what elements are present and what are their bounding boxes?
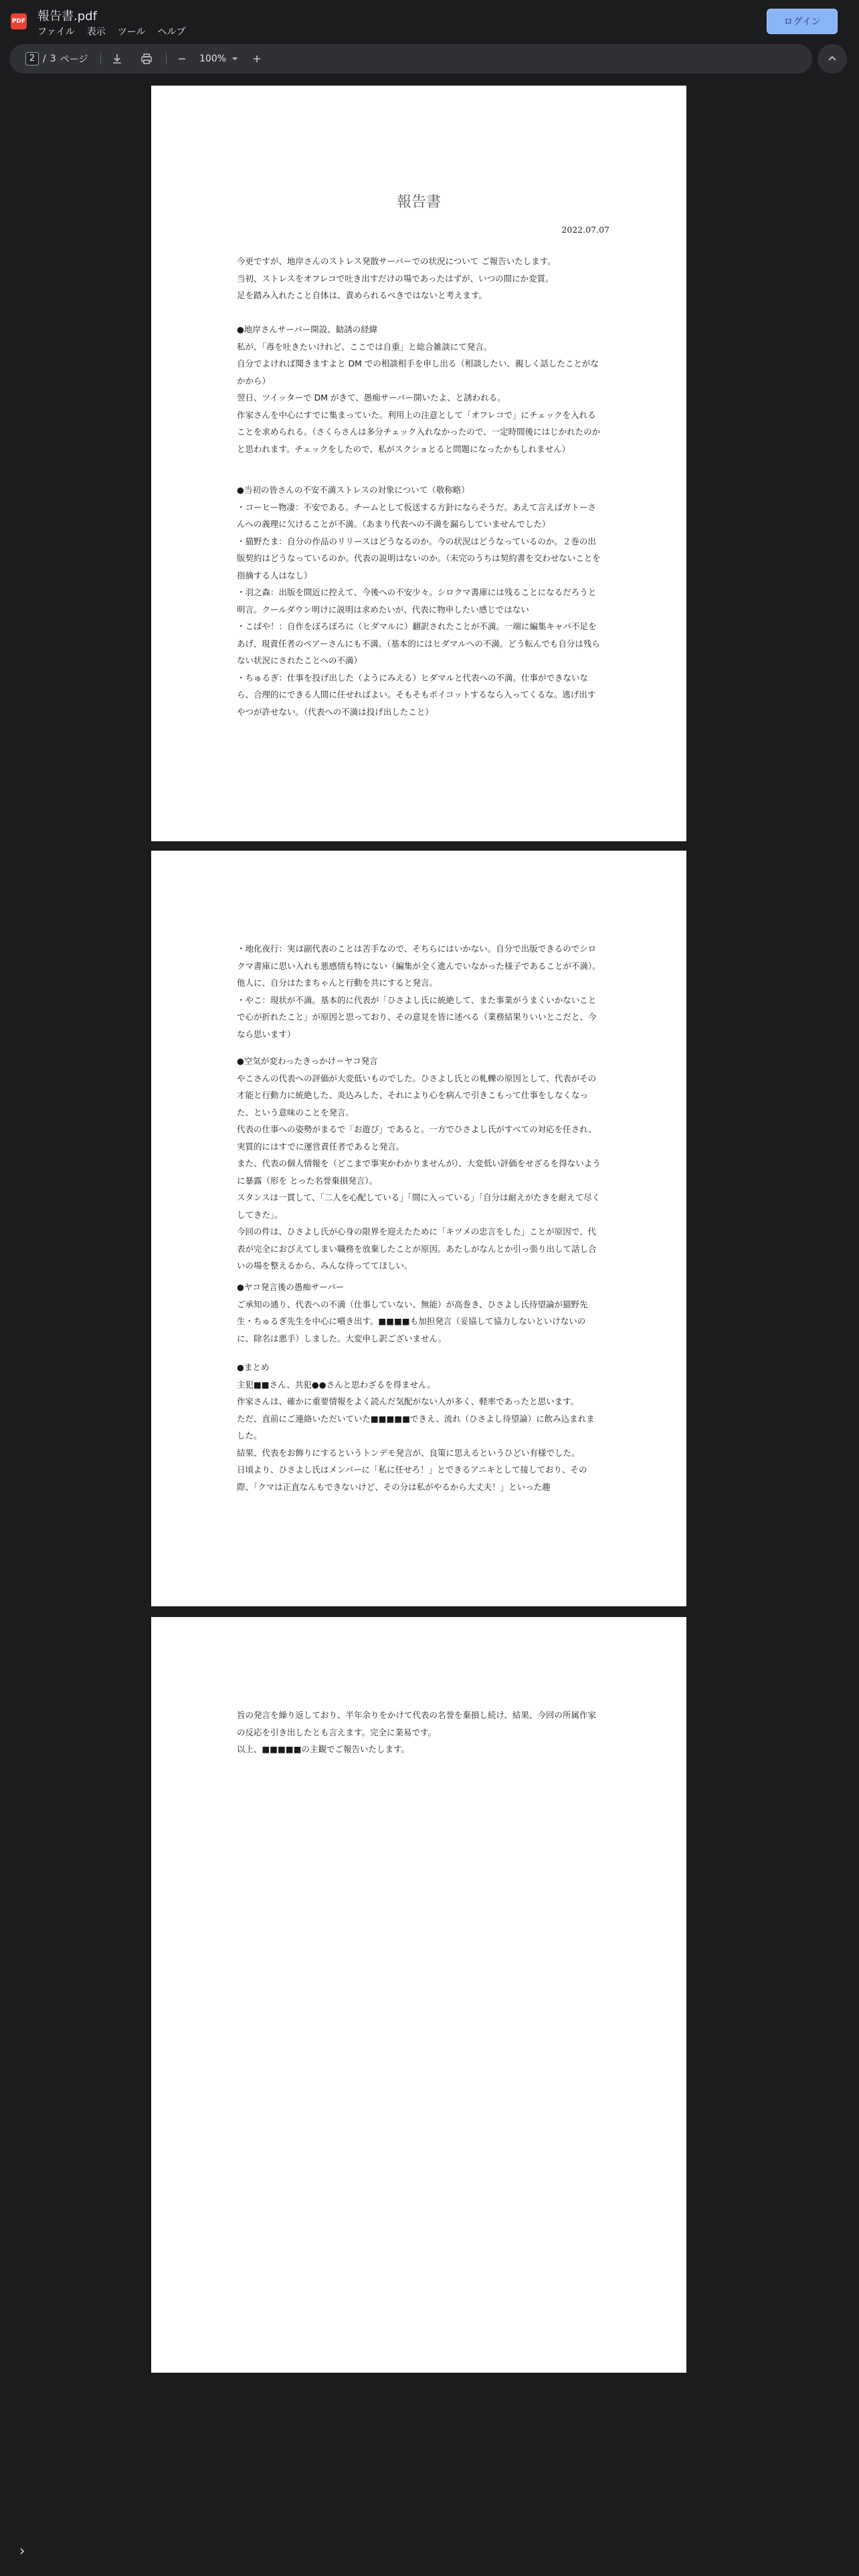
section-heading: ●空気が変わったきっかけ＝ヤコ発言 xyxy=(237,1056,378,1066)
text-line: 翌日、ツイッターで DM がきて、愚痴サーバー開いたよ、と誘われる。 xyxy=(237,393,506,403)
zoom-out-icon[interactable] xyxy=(177,44,187,74)
text-line: 以上、■■■■■の主観でご報告いたします。 xyxy=(237,1744,410,1754)
section-summary xyxy=(237,1359,601,1495)
text-line: スタンスは一貫して、「二人を心配している」「間に入っている」「自分は耐えがたきを耐えて尽くしてきた」。 xyxy=(237,1192,601,1220)
report-date: 2022.07.07 xyxy=(561,225,609,235)
text-line: 日頃より、ひさよし氏はメンバーに「私に任せろ！」とできるアニキとして接しており、その際、「クマは正直なんもできないけど、その分は私がやるから大丈夫！」といった趣 xyxy=(237,1465,587,1492)
menu-view[interactable]: 表示 xyxy=(86,27,106,37)
pdf-toolbar xyxy=(9,44,812,74)
pdf-page-3 xyxy=(151,1617,686,2373)
document-title[interactable]: 報告書.pdf xyxy=(37,9,97,23)
section-heading: ●地岸さんサーバー開設、勧誘の経緯 xyxy=(237,324,378,334)
toolbar-divider xyxy=(166,53,167,65)
text-line: やこさんの代表への評価が大変低いものでした。ひさよし氏との軋轢の原因として、代表がその才能と行動力に統絶した、炎込みした、それにより心を病んで引きこもって仕事をしなくなった、という意味のことを発言。 xyxy=(237,1073,597,1117)
text-line: 作家さんは、確かに重要情報をよく読んだ気配がない人が多く、軽率であったと思います。 xyxy=(237,1396,579,1406)
text-line: また、代表の個人情報を（どこまで事実かわかりませんが）、大変低い評価をせざるを得ないように暴露（形を とった名誉棄損発言）。 xyxy=(237,1158,601,1186)
chevron-right-icon xyxy=(18,2547,26,2555)
page-indicator xyxy=(25,44,88,74)
section-yako-statement xyxy=(237,1053,601,1275)
text-line: 自分でよければ聞きますよと DM での相談相手を申し出る（相談したい、親しく話したことがなかから） xyxy=(237,358,599,386)
login-button[interactable]: ログイン xyxy=(767,9,838,34)
app-header xyxy=(0,0,859,41)
text-line: 当初、ストレスをオフレコで吐き出すだけの場であったはずが、いつの間にか変質。 xyxy=(237,273,554,284)
text-line: 作家さんを中心にすでに集まっていた。利用上の注意として「オフレコで」にチェックを入れることを求められる。（さくらさんは多分チェック入れなかったので、一定時間後にはじかれたのかと思われます。チェックをしたので、私がスクショとると問題になったかもしれません） xyxy=(237,409,601,454)
pdf-page-2 xyxy=(151,851,686,1606)
text-line: 旨の発言を繰り返しており、半年余りをかけて代表の名誉を棄損し続け、結果、今回の所属作家の反応を引き出したとも言えます。完全に業易です。 xyxy=(237,1710,597,1737)
menu-tools[interactable]: ツール xyxy=(117,27,146,37)
text-line: 今更ですが、地岸さんのストレス発散サーバーでの状況について ご報告いたします。 xyxy=(237,256,556,266)
zoom-in-icon[interactable] xyxy=(252,44,262,74)
text-line: 代表の仕事への姿勢がまるで「お遊び」であると。一方でひさよし氏がすべての対応を任され、実質的にはすでに運営責任者であると発言。 xyxy=(237,1124,597,1152)
section-after-statement xyxy=(237,1279,601,1347)
paragraph-conclusion xyxy=(237,1707,601,1758)
chevron-up-icon xyxy=(828,54,837,64)
section-heading: ●まとめ xyxy=(237,1362,270,1372)
text-line: 私が、「毒を吐きたいけれど、ここでは自重」と総合雑談にて発言。 xyxy=(237,341,492,352)
report-title: 報告書 xyxy=(396,194,441,211)
text-line: ・ちゅるぎ：仕事を投げ出した（ようにみえる）ヒダマルと代表への不満。仕事ができないなら、合理的にできる人間に任せればよい。そもそもポイコットするなら入ってくるな。逃げ出すやつが許せない。（代表への不満は投げ出したこと） xyxy=(237,672,596,717)
sidebar-toggle-button[interactable] xyxy=(15,2544,29,2559)
pdf-page-1 xyxy=(151,86,686,841)
text-line: 主犯■■さん、共犯●●さんと思わざるを得ません。 xyxy=(237,1379,436,1390)
text-line: ・地化夜行：実は副代表のことは苦手なので、そちらにはいかない。自分で出版できるのでシロクマ書庫に思い入れも悪感情も特にない（編集が全く進んでいなかった様子であることが不満）。他人に、自分はたまちゃんと行動を共にすると発言。 xyxy=(237,944,601,988)
page-separator: / xyxy=(43,53,46,64)
text-line: 結果、代表をお飾りにするというトンデモ発言が、良策に思えるというひどい有様でした。 xyxy=(237,1447,580,1458)
chevron-down-icon xyxy=(231,56,238,62)
toolbar-divider xyxy=(100,53,101,65)
text-line: ・羽之森：出版を間近に控えて、今後への不安少々。シロクマ書庫には残ることになるだろうと明言。クールダウン明けに説明は求めたいが、代表に物申したい感じではない xyxy=(237,587,597,615)
print-icon[interactable] xyxy=(140,44,153,74)
menu-file[interactable]: ファイル xyxy=(37,27,75,37)
text-line: ・こばや！：自作をぼろぼろに（ヒダマルに）翻訳されたことが不満。一端に編集キャパ不足をあげ、現責任者のペアーさんにも不満。（基本的にはヒダマルへの不満。どう転んでも自分は残らない状況にされたことへの不満） xyxy=(237,621,600,665)
pdf-app-icon: PDF xyxy=(11,13,27,29)
section-initial-complaints xyxy=(237,481,601,720)
page-number-input[interactable]: 2 xyxy=(25,52,39,66)
text-line: ご承知の通り、代表への不満（仕事していない、無能）が高巻き、ひさよし氏待望論が猫野先生・ちゅるぎ先生を中心に噴き出す。■■■■も加担発言（妥協して協力しないといけないのに、除名は悪手）しました。大変申し訳ございません。 xyxy=(237,1299,588,1344)
text-line: 今回の件は、ひさよし氏が心身の限界を迎えたために「キツメの忠言をした」ことが原因で、代表が完全におびえてしまい職務を放棄したことが原因。あたしがなんとか引っ張り出して話し合いの場を整えるから、みんな待っててほしい。 xyxy=(237,1226,597,1271)
section-heading: ●当初の皆さんの不安不満ストレスの対象について（敬称略） xyxy=(237,485,470,495)
menu-help[interactable]: ヘルプ xyxy=(157,27,186,37)
total-pages: 3 xyxy=(50,53,56,64)
text-line: ・コーヒー物凄：不安である。チームとして仮送する方針にならそうだ。あえて言えばガトーさんへの義理に欠けることが不満。（あまり代表への不満を漏らしていませんでした） xyxy=(237,502,597,529)
zoom-level[interactable] xyxy=(199,44,238,74)
collapse-toolbar-button[interactable] xyxy=(818,44,847,74)
zoom-value: 100% xyxy=(199,53,227,64)
menu-bar xyxy=(37,25,185,38)
section-heading: ●ヤコ発言後の愚痴サーバー xyxy=(237,1282,345,1292)
paragraph-intro xyxy=(237,253,601,304)
page-unit-label: ページ xyxy=(60,54,88,65)
text-line: 足を踏み入れたこと自体は、責められるべきではないと考えます。 xyxy=(237,290,488,300)
download-icon[interactable] xyxy=(111,44,123,74)
text-line: ・猫野たま：自分の作品のリリースはどうなるのか。今の状況はどうなっているのか。２巻の出版契約はどうなっているのか。代表の説明はないのか。（未完のうちは契約書を交わせないことを指摘する人はなし） xyxy=(237,536,601,580)
section-server-opening xyxy=(237,321,601,457)
paragraph-continued-complaints xyxy=(237,940,601,1043)
text-line: ただ、直前にご連絡いただいていた■■■■■できえ、流れ（ひさよし待望論）に飲み込まれました。 xyxy=(237,1413,595,1440)
text-line: ・やこ：現状が不満。基本的に代表が「ひさよし氏に統絶して、また事業がうまくいかないことで心が折れたこと」が原因と思っており、その意見を皆に述べる（業務結果りいいとこだと、今なら思います） xyxy=(237,994,597,1039)
